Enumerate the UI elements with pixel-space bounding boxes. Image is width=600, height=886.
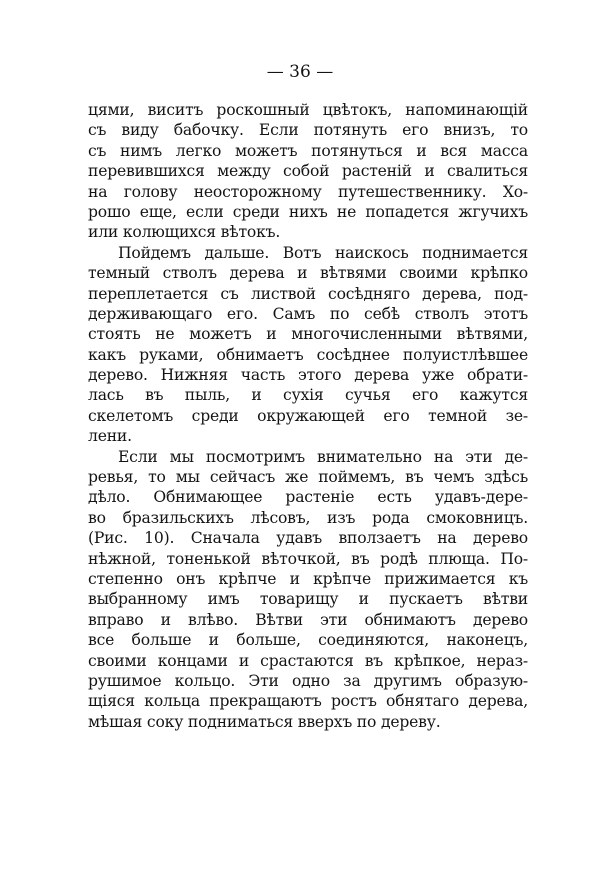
text-line: рушимое кольцо. Эти одно за другимъ образую- [88,671,528,690]
text-line: все больше и больше, соединяются, наконецъ, [88,631,528,650]
text-line: темный стволъ дерева и вѣтвями своими крѣпко [88,264,528,283]
text-line: рошо еще, если среди нихъ не попадется жгучихъ [88,202,528,221]
text-line: выбранному имъ товарищу и пускаетъ вѣтви [88,590,528,609]
text-line: Если мы посмотримъ внимательно на эти де- [118,447,528,466]
text-line: во бразильскихъ лѣсовъ, изъ рода смоковницъ. [88,508,528,527]
text-line: какъ руками, обнимаетъ сосѣднее полуистлѣвшее [88,345,528,364]
text-line: переплетается съ листвой сосѣдняго дерева, под- [88,284,528,303]
text-line: перевившихся между собой растеній и свалиться [88,162,528,181]
text-line: лени. [88,427,132,446]
text-line: стоять не можетъ и многочисленными вѣтвями, [88,325,528,344]
text-line: щіяся кольца прекращаютъ ростъ обнятаго дерева, [88,692,528,711]
text-line: дѣло. Обнимающее растеніе есть удавъ-дере- [88,488,528,507]
text-line: (Рис. 10). Сначала удавъ вползаетъ на дерево [88,529,528,548]
text-line: держивающаго его. Самъ по себѣ стволъ этотъ [88,304,528,323]
text-line: степенно онъ крѣпче и крѣпче прижимается къ [88,569,528,588]
text-line: цями, виситъ роскошный цвѣтокъ, напоминающій [88,101,528,119]
text-line: своими концами и срастаются въ крѣпкое, нераз- [88,651,528,670]
text-line: мѣшая соку подниматься вверхъ по дереву. [88,712,441,731]
text-line: съ виду бабочку. Если потянуть его внизъ, то [88,121,528,140]
page-number: — 36 — [266,62,334,82]
text-line: Пойдемъ дальше. Вотъ наискось поднимается [118,243,528,262]
text-line: вправо и влѣво. Вѣтви эти обнимаютъ дерево [88,610,528,629]
text-line: лась въ пыль, и сухія сучья его кажутся [88,386,528,405]
text-line: на голову неосторожному путешественнику. Хо- [88,182,528,201]
text-line: нѣжной, тоненькой вѣточкой, въ родѣ плюща. По- [88,549,528,568]
text-line: ревья, то мы сейчасъ же поймемъ, въ чемъ здѣсь [88,468,528,487]
body-text [88,100,528,732]
text-line: или колющихся вѣтокъ. [88,223,281,242]
text-line: съ нимъ легко можетъ потянуться и вся масса [88,141,528,160]
text-line: дерево. Нижняя часть этого дерева уже обрати- [88,366,528,385]
text-line: скелетомъ среди окружающей его темной зе- [88,406,528,425]
